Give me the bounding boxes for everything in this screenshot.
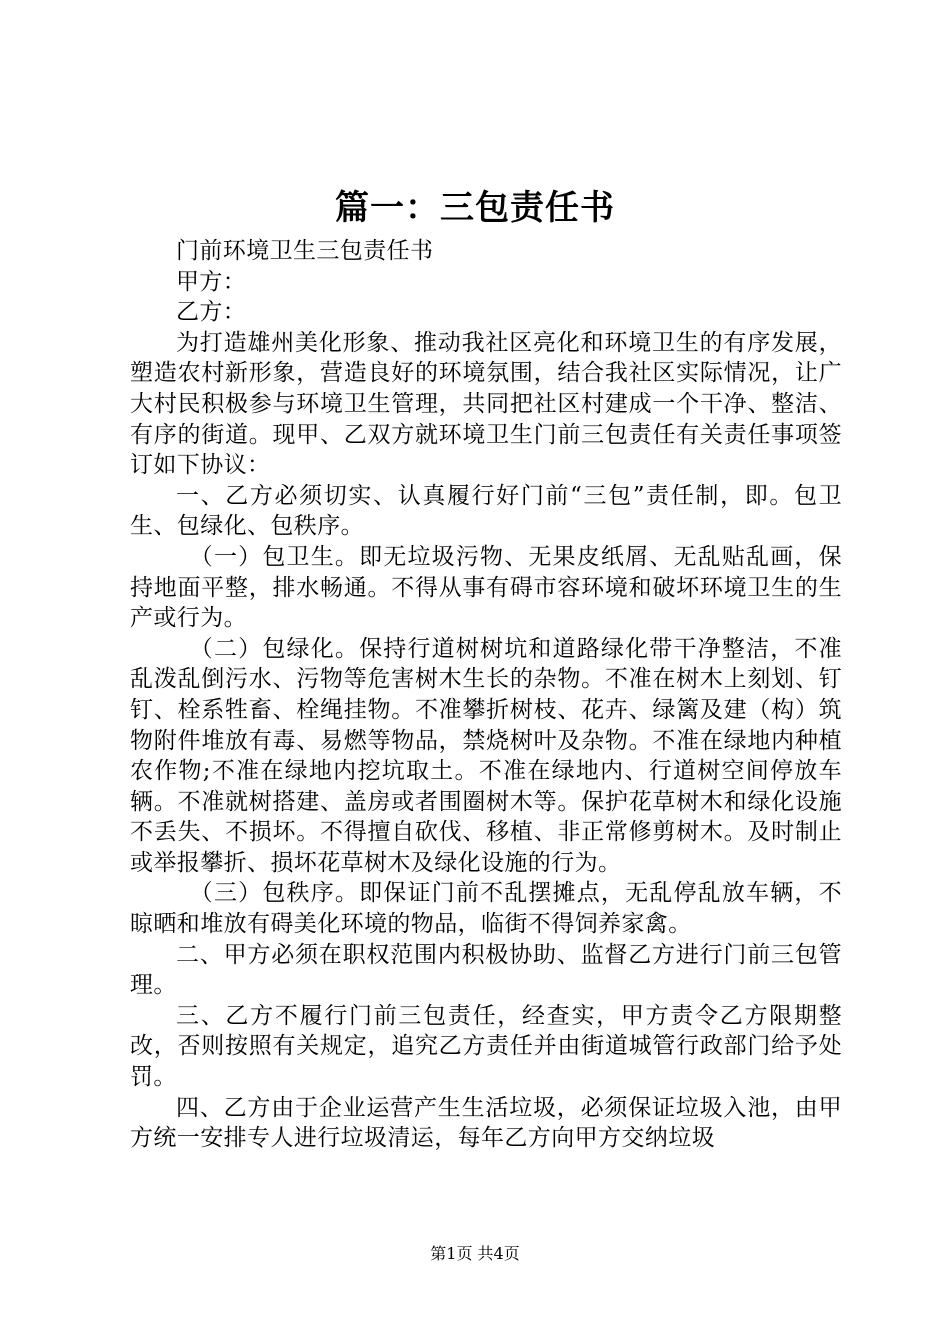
paragraph-clause-3: 三、乙方不履行门前三包责任，经查实，甲方责令乙方限期整改，否则按照有关规定，追究乙方责任并由街道城管行政部门给予处罚。: [130, 1002, 842, 1091]
document-body: [130, 236, 842, 1154]
paragraph-clause-4: 四、乙方由于企业运营产生生活垃圾，必须保证垃圾入池，由甲方统一安排专人进行垃圾清运，每年乙方向甲方交纳垃圾: [130, 1094, 842, 1152]
paragraph-party-b: 乙方：: [176, 299, 247, 326]
paragraph-intro: 为打造雄州美化形象、推动我社区亮化和环境卫生的有序发展，塑造农村新形象，营造良好的环境氛围，结合我社区实际情况，让广大村民积极参与环境卫生管理，共同把社区村建成一个干净、整洁、有序的街道。现甲、乙双方就环境卫生门前三包责任有关责任事项签订如下协议：: [130, 329, 842, 479]
paragraph-party-a: 甲方：: [176, 268, 247, 295]
paragraph-subclause-order: （三）包秩序。即保证门前不乱摆摊点，无乱停乱放车辆，不晾晒和堆放有碍美化环境的物品，临街不得饲养家禽。: [130, 880, 842, 938]
paragraph-subclause-sanitation: （一）包卫生。即无垃圾污物、无果皮纸屑、无乱贴乱画，保持地面平整，排水畅通。不得从事有碍市容环境和破坏环境卫生的生产或行为。: [130, 543, 842, 632]
paragraph-clause-2: 二、甲方必须在职权范围内积极协助、监督乙方进行门前三包管理。: [130, 941, 842, 999]
page-footer: 第1页 共4页: [430, 1244, 520, 1263]
paragraph-subclause-greening: （二）包绿化。保持行道树树坑和道路绿化带干净整洁，不准乱泼乱倒污水、污物等危害树木生长的杂物。不准在树木上刻划、钉钉、栓系牲畜、栓绳挂物。不准攀折树枝、花卉、绿篱及建（构）筑物附件堆放有毒、易燃等物品，禁烧树叶及杂物。不准在绿地内种植农作物;不准在绿地内挖坑取土。不准在绿地内、行道树空间停放车辆。不准就树搭建、盖房或者围圈树木等。保护花草树木和绿化设施不丢失、不损坏。不得擅自砍伐、移植、非正常修剪树木。及时制止或举报攀折、损坏花草树木及绿化设施的行为。: [130, 635, 842, 876]
document-title: 篇一：三包责任书: [335, 188, 615, 228]
paragraph-clause-1: 一、乙方必须切实、认真履行好门前“三包”责任制，即。包卫生、包绿化、包秩序。: [130, 482, 842, 540]
paragraph-heading: 门前环境卫生三包责任书: [176, 238, 434, 264]
